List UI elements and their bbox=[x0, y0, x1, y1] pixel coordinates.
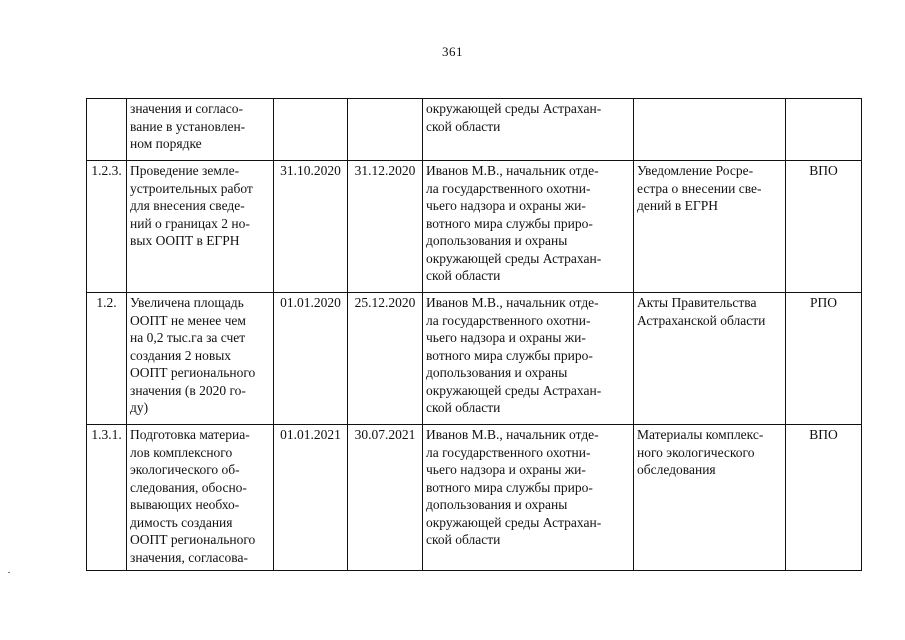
responsible-line: ла государственного охотни- bbox=[426, 180, 591, 196]
event-line: устроительных работ bbox=[130, 180, 253, 196]
responsible-line: допользования и охраны bbox=[426, 233, 568, 248]
event-line: димость создания bbox=[130, 514, 233, 530]
event-line: на 0,2 тыс.га за счет bbox=[130, 330, 246, 345]
event-line: создания 2 новых bbox=[130, 347, 232, 363]
responsible-line: Иванов М.В., начальник отде- bbox=[426, 295, 599, 310]
result-line: Материалы комплекс- bbox=[637, 427, 764, 442]
result-line: Акты Правительства bbox=[637, 295, 757, 310]
responsible-line: Иванов М.В., начальник отде- bbox=[426, 427, 599, 442]
event-line: вых ООПТ в ЕГРН bbox=[130, 233, 240, 248]
table-row bbox=[87, 161, 862, 293]
result-cell bbox=[634, 293, 786, 425]
event-line: ООПТ регионального bbox=[130, 365, 256, 380]
table-row bbox=[87, 425, 862, 571]
event-line: значения и согласо- bbox=[130, 101, 243, 116]
end-date-cell: 31.12.2020 bbox=[348, 161, 423, 293]
responsible-line: ла государственного охотни- bbox=[426, 444, 591, 460]
event-line: ООПТ не менее чем bbox=[130, 312, 246, 328]
start-date-cell: 01.01.2020 bbox=[274, 293, 348, 425]
start-date-cell: 01.01.2021 bbox=[274, 425, 348, 571]
responsible-line: Иванов М.В., начальник отде- bbox=[426, 163, 599, 178]
event-line: вывающих необхо- bbox=[130, 497, 240, 512]
start-date-cell bbox=[274, 99, 348, 161]
end-date-cell: 25.12.2020 bbox=[348, 293, 423, 425]
event-line: для внесения сведе- bbox=[130, 198, 245, 213]
responsible-line: допользования и охраны bbox=[426, 497, 568, 512]
result-cell bbox=[634, 161, 786, 293]
event-cell bbox=[127, 99, 274, 161]
event-line: Подготовка материа- bbox=[130, 427, 250, 442]
page-number: 361 bbox=[442, 44, 463, 59]
start-date-cell: 31.10.2020 bbox=[274, 161, 348, 293]
end-date-cell bbox=[348, 99, 423, 161]
responsible-line: вотного мира службы приро- bbox=[426, 479, 593, 495]
responsible-line: ской области bbox=[426, 118, 501, 134]
result-line: дений в ЕГРН bbox=[637, 198, 718, 213]
result-line: Астраханской области bbox=[637, 312, 766, 328]
event-cell bbox=[127, 425, 274, 571]
document-type-cell: РПО bbox=[786, 293, 862, 425]
event-line: следования, обосно- bbox=[130, 479, 247, 495]
document-type-cell bbox=[786, 99, 862, 161]
result-line: обследования bbox=[637, 462, 716, 477]
responsible-line: допользования и охраны bbox=[426, 365, 568, 380]
result-line: ного экологического bbox=[637, 444, 755, 460]
responsible-cell bbox=[423, 99, 634, 161]
scan-artifact bbox=[8, 572, 10, 573]
responsible-line: чьего надзора и охраны жи- bbox=[426, 330, 586, 345]
responsible-line: чьего надзора и охраны жи- bbox=[426, 198, 586, 213]
responsible-line: вотного мира службы приро- bbox=[426, 347, 593, 363]
responsible-line: вотного мира службы приро- bbox=[426, 215, 593, 231]
event-line: Увеличена площадь bbox=[130, 295, 244, 310]
item-number-cell: 1.3.1. bbox=[87, 425, 127, 571]
responsible-line: ла государственного охотни- bbox=[426, 312, 591, 328]
responsible-line: окружающей среды Астрахан- bbox=[426, 250, 602, 266]
event-line: экологического об- bbox=[130, 462, 240, 477]
responsible-line: ской области bbox=[426, 400, 501, 415]
event-line: вание в установлен- bbox=[130, 118, 246, 134]
result-line: естра о внесении све- bbox=[637, 180, 762, 196]
responsible-line: чьего надзора и охраны жи- bbox=[426, 462, 586, 477]
item-number-cell: 1.2. bbox=[87, 293, 127, 425]
event-cell bbox=[127, 293, 274, 425]
table-row bbox=[87, 99, 862, 161]
table-row bbox=[87, 293, 862, 425]
event-line: ний о границах 2 но- bbox=[130, 215, 250, 231]
responsible-line: окружающей среды Астрахан- bbox=[426, 382, 602, 398]
event-line: ООПТ регионального bbox=[130, 532, 256, 547]
event-line: лов комплексного bbox=[130, 444, 233, 460]
responsible-cell bbox=[423, 293, 634, 425]
document-type-cell: ВПО bbox=[786, 161, 862, 293]
item-number-cell: 1.2.3. bbox=[87, 161, 127, 293]
responsible-line: ской области bbox=[426, 532, 501, 547]
responsible-line: окружающей среды Астрахан- bbox=[426, 514, 602, 530]
event-cell bbox=[127, 161, 274, 293]
table-body bbox=[87, 99, 862, 571]
responsible-cell bbox=[423, 161, 634, 293]
event-line: значения, согласова- bbox=[130, 549, 248, 565]
end-date-cell: 30.07.2021 bbox=[348, 425, 423, 571]
result-cell bbox=[634, 425, 786, 571]
event-line: значения (в 2020 го- bbox=[130, 382, 246, 398]
document-type-cell: ВПО bbox=[786, 425, 862, 571]
result-line: Уведомление Росре- bbox=[637, 163, 754, 178]
event-line: Проведение земле- bbox=[130, 163, 240, 178]
plan-table bbox=[86, 98, 862, 571]
responsible-cell bbox=[423, 425, 634, 571]
item-number-cell bbox=[87, 99, 127, 161]
event-line: ном порядке bbox=[130, 136, 202, 151]
result-cell bbox=[634, 99, 786, 161]
responsible-line: ской области bbox=[426, 268, 501, 283]
responsible-line: окружающей среды Астрахан- bbox=[426, 101, 602, 116]
event-line: ду) bbox=[130, 400, 149, 415]
